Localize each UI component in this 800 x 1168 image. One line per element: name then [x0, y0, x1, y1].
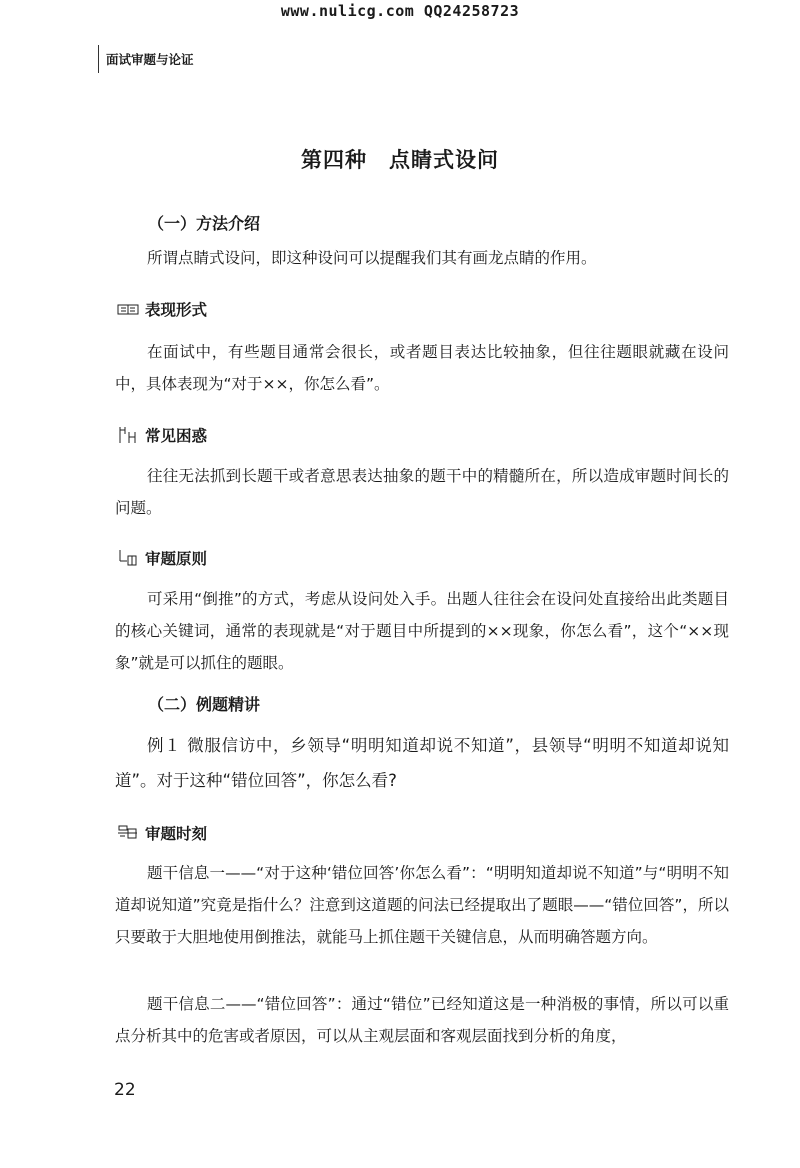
sub-heading-form: [117, 298, 207, 320]
chapter-title: 第四种 点睛式设问: [301, 148, 499, 172]
sub-heading-confusion: [117, 424, 207, 446]
page-number: 22: [114, 1080, 136, 1100]
sub-heading-moment: [117, 822, 207, 844]
sub-heading-principle: [117, 547, 207, 569]
example-1: 例１ 微服信访中，乡领导“明明知道却说不知道”，县领导“明明不知道却说知道”。对于这种“错位回答”，你怎么看?: [115, 736, 729, 790]
principle-text: 可采用“倒推”的方式，考虑从设问处入手。出题人往往会在设问处直接给出此类题目的核心关键词，通常的表现就是“对于题目中所提到的××现象，你怎么看”，这个“××现象”就是可以抓住的题眼。: [115, 590, 729, 672]
method-intro: 所谓点睛式设问，即这种设问可以提醒我们其有画龙点睛的作用。: [147, 249, 597, 267]
section-heading-examples: （二）例题精讲: [148, 695, 261, 714]
sub-heading-confusion-label: 常见困惑: [145, 427, 208, 445]
book-icon: [117, 300, 139, 318]
header-rule: [98, 45, 99, 73]
confusion-text: 往往无法抓到长题干或者意思表达抽象的题干中的精髓所在，所以造成审题时间长的问题。: [115, 467, 729, 517]
sub-heading-moment-label: 审题时刻: [145, 825, 208, 843]
clock-icon: [117, 824, 139, 842]
moment-info-2: 题干信息二——“错位回答”：通过“错位”已经知道这是一种消极的事情，所以可以重点分析其中的危害或者原因，可以从主观层面和客观层面找到分析的角度，: [115, 995, 729, 1045]
compass-icon: [117, 549, 139, 567]
section-heading-method: （一）方法介绍: [148, 214, 261, 233]
watermark: www.nulicg.com QQ24258723: [280, 2, 520, 20]
sub-heading-principle-label: 审题原则: [145, 550, 208, 568]
running-header: 面试审题与论证: [106, 52, 194, 67]
moment-info-1: 题干信息一——“对于这种‘错位回答’你怎么看”：“明明知道却说不知道”与“明明不知道却说知道”究竟是指什么？注意到这道题的问法已经提取出了题眼——“错位回答”，所以只要敢于大胆地使用倒推法，就能马上抓住题干关键信息，从而明确答题方向。: [115, 864, 729, 946]
question-icon: [117, 426, 139, 444]
form-text: 在面试中，有些题目通常会很长，或者题目表达比较抽象，但往往题眼就藏在设问中，具体表现为“对于××，你怎么看”。: [115, 343, 729, 393]
sub-heading-form-label: 表现形式: [145, 301, 208, 319]
